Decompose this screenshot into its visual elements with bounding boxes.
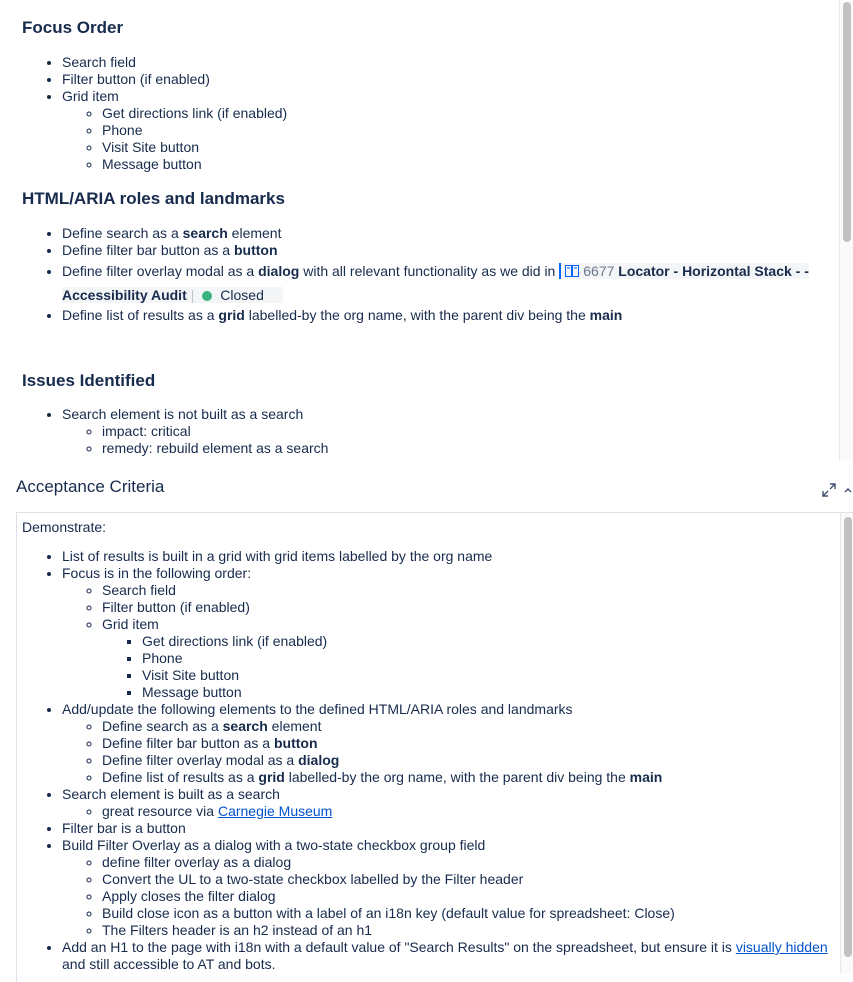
list-item: • List of results is built in a grid with grid items labelled by the org name	[62, 548, 832, 565]
linked-issue-title: Locator - Horizontal Stack - - Accessibility Audit	[62, 263, 809, 303]
focus-order-list	[22, 54, 837, 173]
list-item: • Search field	[62, 54, 837, 71]
status-badge: Closed	[220, 287, 264, 303]
book-icon	[565, 265, 579, 277]
roles-heading: HTML/ARIA roles and landmarks	[22, 189, 285, 208]
acceptance-criteria-content	[22, 519, 832, 973]
list-item: • Define list of results as a grid labelled-by the org name, with the parent div being the main	[62, 307, 837, 324]
list-item: ▪ Phone	[142, 650, 832, 667]
roles-sublist	[62, 718, 832, 786]
list-item: ◦ define filter overlay as a dialog	[102, 854, 832, 871]
acceptance-scrollbar[interactable]	[840, 513, 853, 973]
list-item: ▪ Message button	[142, 684, 832, 701]
list-item: ◦ Define filter overlay modal as a dialog	[102, 752, 832, 769]
acceptance-list	[22, 548, 832, 973]
carnegie-museum-link[interactable]: Carnegie Museum	[217, 803, 333, 819]
description-panel[interactable]	[0, 0, 853, 460]
list-item: ◦ remedy: rebuild element as a search	[102, 440, 837, 457]
list-item: • Define filter bar button as a button	[62, 242, 837, 259]
list-item: • Filter bar is a button	[62, 820, 832, 837]
list-item: ◦ Message button	[102, 156, 837, 173]
acceptance-criteria-box[interactable]	[16, 512, 853, 982]
grid-item-sublist	[102, 633, 832, 701]
list-item: • Search element is built as a search ◦ great resource via Carnegie Museum	[62, 786, 832, 820]
list-item	[62, 88, 837, 173]
list-item: ◦ Define filter bar button as a button	[102, 735, 832, 752]
grid-item-sublist	[62, 105, 837, 173]
chevron-up-icon[interactable]	[843, 482, 853, 498]
visually-hidden-link[interactable]: visually hidden	[735, 939, 828, 955]
list-item: • Focus is in the following order: ◦ Search field ◦ Filter button (if enabled) ◦ Grid item ▪ Get directions link (if enabled) ▪ Phone ▪ Visit Site button ▪ Message button	[62, 565, 832, 701]
list-item: • Search element is not built as a search ◦ impact: critical ◦ remedy: rebuild element as a search	[62, 406, 837, 457]
list-item: ◦ Get directions link (if enabled)	[102, 105, 837, 122]
linked-issue-key: 6677	[583, 263, 615, 279]
focus-order-heading: Focus Order	[22, 18, 124, 37]
list-item: • Add/update the following elements to the defined HTML/ARIA roles and landmarks ◦ Define search as a search element ◦ Define filter bar button as a button ◦ Define filter overlay modal as a dialog ◦ Define list of results as a grid labelled-by the org name, with the parent div being the main	[62, 701, 832, 786]
focus-sublist	[62, 582, 832, 701]
list-item: ◦ Phone	[102, 122, 837, 139]
issues-heading: Issues Identified	[22, 371, 156, 390]
roles-section	[22, 225, 837, 324]
list-item: ▪ Get directions link (if enabled)	[142, 633, 832, 650]
roles-list	[22, 225, 837, 324]
overlay-sublist	[62, 854, 832, 939]
acceptance-criteria-tools	[821, 482, 853, 498]
acceptance-scrollbar-thumb[interactable]	[844, 517, 852, 957]
list-item-label: Grid item	[62, 88, 119, 104]
list-item: • Build Filter Overlay as a dialog with a two-state checkbox group field ◦ define filter overlay as a dialog ◦ Convert the UL to a two-state checkbox labelled by the Filter header ◦ Apply closes the filter dialog ◦ Build close icon as a button with a label of an i18n key (default value for spreadsheet: Close) ◦ The Filters header is an h2 instead of an h1	[62, 837, 832, 939]
list-item: ◦ great resource via Carnegie Museum	[102, 803, 832, 820]
list-item: ◦ Define list of results as a grid labelled-by the org name, with the parent div being the main	[102, 769, 832, 786]
acceptance-intro: Demonstrate:	[22, 519, 107, 535]
focus-order-section	[22, 54, 837, 173]
list-item: ◦ Build close icon as a button with a label of an i18n key (default value for spreadsheet: Close)	[102, 905, 832, 922]
issues-list	[22, 406, 837, 457]
issues-section	[22, 406, 837, 457]
list-item: ◦ Search field	[102, 582, 832, 599]
list-item: • Define search as a search element	[62, 225, 837, 242]
list-item: ◦ Convert the UL to a two-state checkbox labelled by the Filter header	[102, 871, 832, 888]
list-item: ◦ impact: critical	[102, 423, 837, 440]
status-dot-icon	[202, 291, 212, 301]
search-sublist	[62, 803, 832, 820]
list-item: • Define filter overlay modal as a dialog with all relevant functionality as we did in 6677 Locator - Horizontal Stack - - Accessibility Audit | Closed	[62, 259, 837, 307]
list-item: ◦ Define search as a search element	[102, 718, 832, 735]
list-item: ◦ Visit Site button	[102, 139, 837, 156]
acceptance-criteria-title: Acceptance Criteria	[16, 477, 165, 496]
list-item: • Filter button (if enabled)	[62, 71, 837, 88]
description-scrollbar[interactable]	[839, 0, 853, 460]
list-item: ◦ Filter button (if enabled)	[102, 599, 832, 616]
chip-divider: |	[190, 287, 195, 303]
acceptance-criteria-header	[16, 472, 853, 502]
list-item: ◦ The Filters header is an h2 instead of an h1	[102, 922, 832, 939]
list-item: ◦ Apply closes the filter dialog	[102, 888, 832, 905]
issues-sublist	[62, 423, 837, 457]
list-item: ▪ Visit Site button	[142, 667, 832, 684]
description-scrollbar-thumb[interactable]	[843, 2, 851, 242]
list-item: ◦ Grid item ▪ Get directions link (if enabled) ▪ Phone ▪ Visit Site button ▪ Message button	[102, 616, 832, 701]
list-item: • Add an H1 to the page with i18n with a default value of "Search Results" on the spreadsheet, but ensure it is visually hidden and still accessible to AT and bots.	[62, 939, 832, 973]
expand-icon[interactable]	[821, 482, 837, 498]
